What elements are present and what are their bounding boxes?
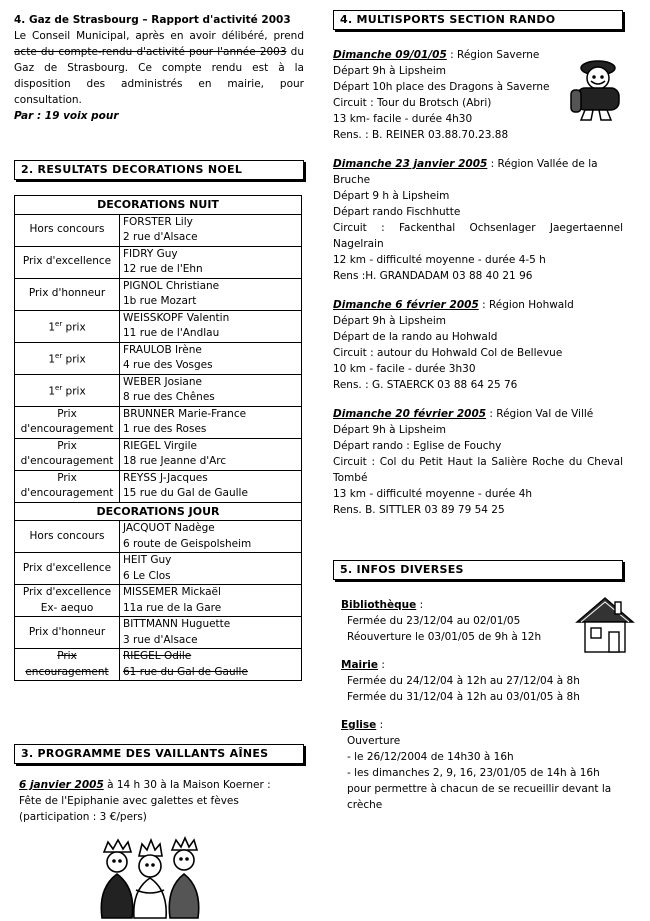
- gaz-title: 4. Gaz de Strasbourg – Rapport d'activité 2003: [14, 14, 291, 26]
- prize-category: Prix d'excellence: [15, 553, 120, 585]
- section-title-infos: 5. INFOS DIVERSES: [333, 560, 623, 580]
- prize-category: Prix d'excellence: [15, 246, 120, 278]
- gaz-strasbourg-section: [14, 12, 304, 124]
- jour-header: DECORATIONS JOUR: [15, 502, 302, 521]
- winner-cell: [120, 649, 302, 681]
- info-eglise: [341, 717, 625, 813]
- prize-category: Prix d'honneur: [15, 278, 120, 310]
- winner-address: 6 Le Clos: [123, 569, 171, 582]
- rando-line: Départ 9 h à Lipsheim: [333, 190, 450, 202]
- mairie-line: Fermée du 24/12/04 à 12h au 27/12/04 à 8h: [347, 675, 580, 687]
- prize-category: Prix encouragement: [15, 649, 120, 681]
- rando-region: : Région Saverne: [446, 49, 540, 61]
- winner-cell: [120, 214, 302, 246]
- winner-address: 18 rue Jeanne d'Arc: [123, 455, 227, 467]
- rando-heading: [333, 156, 623, 188]
- rando-line: Départ 9h à Lipsheim: [333, 65, 447, 77]
- rando-line: Circuit : Fackenthal Ochsenlager Jaegertaennel Nagelrain: [333, 222, 623, 250]
- rando-line: Départ 9h à Lipsheim: [333, 315, 447, 327]
- jour-row: [15, 585, 302, 617]
- winner-address: 15 rue du Gal de Gaulle: [123, 487, 248, 499]
- vaillants-date: 6 janvier 2005: [19, 779, 104, 791]
- winner-name: FRAULOB Irène: [123, 343, 202, 356]
- rando-line: Départ rando : Eglise de Fouchy: [333, 440, 502, 452]
- rando-region: : Région Vallée de la Bruche: [333, 158, 598, 186]
- eglise-line: Ouverture: [347, 735, 401, 747]
- prize-category: Hors concours: [15, 214, 120, 246]
- gaz-body-post: du Gaz de Strasbourg. Ce compte rendu est à la disposition des administrés en mairie, pour consultation.: [14, 46, 304, 106]
- winner-name: FORSTER Lily: [123, 215, 193, 228]
- winner-name: RIEGEL Odile: [123, 650, 192, 662]
- rando-date: Dimanche 23 janvier 2005: [333, 158, 488, 170]
- winner-name: BRUNNER Marie-France: [123, 407, 247, 420]
- winner-name: WEBER Josiane: [123, 375, 202, 388]
- rando-date: Dimanche 09/01/05: [333, 49, 447, 61]
- winner-address: 1b rue Mozart: [123, 295, 197, 307]
- rando-line: Départ rando Fischhutte: [333, 206, 461, 218]
- rando-line: Circuit : autour du Hohwald Col de Bellevue: [333, 347, 563, 359]
- eglise-colon: :: [376, 719, 384, 731]
- nuit-row: [15, 214, 302, 246]
- jour-row: [15, 617, 302, 649]
- winner-name: WEISSKOPF Valentin: [123, 311, 230, 324]
- rando-line: 12 km - difficulté moyenne - durée 4-5 h: [333, 254, 546, 266]
- vaillants-line2: Fête de l'Epiphanie avec galettes et fèves: [19, 795, 239, 807]
- rando-line: Circuit : Tour du Brotsch (Abri): [333, 97, 492, 109]
- winner-address: 12 rue de l'Ehn: [123, 263, 203, 275]
- rando-line: 13 km - difficulté moyenne - durée 4h: [333, 488, 533, 500]
- rando-line: 10 km - facile - durée 3h30: [333, 363, 476, 375]
- prize-category: [15, 342, 120, 374]
- prize-category: Prix d'encouragement: [15, 470, 120, 502]
- hiker-illustration: [563, 50, 633, 122]
- prize-category: Prix d'encouragement: [15, 438, 120, 470]
- winner-cell: [120, 406, 302, 438]
- winner-cell: [120, 585, 302, 617]
- winner-name: MISSEMER Mickaël: [123, 586, 221, 598]
- prize-category: [15, 310, 120, 342]
- winner-cell: [120, 553, 302, 585]
- bibliotheque-colon: :: [416, 599, 424, 611]
- rando-line: Départ 9h à Lipsheim: [333, 424, 447, 436]
- prize-category: Prix d'honneur: [15, 617, 120, 649]
- rando-line: Circuit : Col du Petit Haut la Salière Roche du Cheval Tombé: [333, 456, 623, 484]
- winner-address: 6 route de Geispolsheim: [123, 537, 252, 550]
- rando-line: Départ 10h place des Dragons à Saverne: [333, 81, 550, 93]
- winner-cell: [120, 438, 302, 470]
- winner-cell: [120, 310, 302, 342]
- rando-entry: [333, 406, 623, 518]
- gaz-vote: Par : 19 voix pour: [14, 110, 119, 122]
- decorations-table-wrap: [14, 195, 302, 681]
- vaillants-line1: [19, 777, 299, 793]
- gaz-body: [14, 28, 304, 108]
- prize-category: [15, 374, 120, 406]
- winner-name: FIDRY Guy: [123, 247, 178, 260]
- mairie-label: Mairie: [341, 659, 379, 671]
- winner-address: 61 rue du Gal de Gaulle: [123, 665, 248, 678]
- prize-category-number: 1: [48, 353, 56, 365]
- nuit-header: DECORATIONS NUIT: [15, 196, 302, 215]
- rando-line: Rens. B. SITTLER 03 89 79 54 25: [333, 504, 505, 516]
- rando-date: Dimanche 6 février 2005: [333, 299, 479, 311]
- section-title-vaillants: 3. PROGRAMME DES VAILLANTS AÎNES: [14, 744, 304, 764]
- nuit-row: [15, 310, 302, 342]
- winner-address: 3 rue d'Alsace: [123, 633, 198, 646]
- winner-cell: [120, 278, 302, 310]
- winner-name: PIGNOL Christiane: [123, 279, 220, 292]
- prize-category-suffix: er: [55, 383, 63, 392]
- rando-line: Rens. : B. REINER 03.88.70.23.88: [333, 129, 509, 141]
- bibliotheque-line: Fermée du 23/12/04 au 02/01/05: [347, 615, 521, 627]
- winner-name: BITTMANN Huguette: [123, 618, 231, 630]
- prize-category-text: prix: [62, 385, 86, 397]
- prize-category-text: prix: [62, 353, 86, 365]
- mairie-colon: :: [378, 659, 385, 671]
- prize-category-suffix: er: [55, 351, 63, 360]
- house-illustration: [573, 592, 637, 656]
- section-title-decorations: 2. RESULTATS DECORATIONS NOEL: [14, 160, 304, 180]
- winner-cell: [120, 617, 302, 649]
- rando-line: Rens. : G. STAERCK 03 88 64 25 76: [333, 379, 518, 391]
- rando-region: : Région Hohwald: [478, 299, 574, 311]
- winner-address: 11 rue de l'Andlau: [123, 327, 220, 339]
- winner-address: 1 rue des Roses: [123, 423, 207, 435]
- winner-name: JACQUOT Nadège: [123, 522, 215, 534]
- winner-address: 11a rue de la Gare: [123, 601, 222, 614]
- decorations-jour: [15, 502, 302, 681]
- eglise-label: Eglise: [341, 719, 377, 731]
- vaillants-line1-rest: à 14 h 30 à la Maison Koerner :: [103, 779, 271, 791]
- winner-name: RIEGEL Virgile: [123, 439, 197, 452]
- rando-heading: [333, 297, 623, 313]
- eglise-line: - le 26/12/2004 de 14h30 à 16h: [347, 751, 514, 763]
- jour-row: [15, 521, 302, 553]
- nuit-row: [15, 406, 302, 438]
- rando-region: : Région Val de Villé: [486, 408, 594, 420]
- prize-category-text: prix: [62, 321, 86, 333]
- gaz-body-pre: Le Conseil Municipal, après en avoir délibéré, prend: [14, 30, 304, 42]
- winner-cell: [120, 470, 302, 502]
- prize-category-number: 1: [48, 321, 56, 333]
- decorations-nuit: [15, 196, 302, 503]
- nuit-row: [15, 278, 302, 310]
- info-mairie: [341, 657, 625, 705]
- jour-row: [15, 649, 302, 681]
- prize-category: Prix d'encouragement: [15, 406, 120, 438]
- vaillants-body: [19, 777, 299, 825]
- prize-category: Prix d'excellence Ex- aequo: [15, 585, 120, 617]
- kings-cartoon-illustration: [84, 820, 214, 920]
- gaz-body-struck: acte du compte-rendu d'activité pour l'année 2003: [14, 46, 287, 58]
- rando-heading: [333, 406, 623, 422]
- winner-cell: [120, 246, 302, 278]
- nuit-row: [15, 342, 302, 374]
- winner-name: REYSS J-Jacques: [123, 471, 208, 484]
- rando-line: Rens :H. GRANDADAM 03 88 40 21 96: [333, 270, 533, 282]
- nuit-row: [15, 374, 302, 406]
- winner-cell: [120, 521, 302, 553]
- rando-entry: [333, 156, 623, 284]
- rando-line: Départ de la rando au Hohwald: [333, 331, 498, 343]
- mairie-line: Fermée du 31/12/04 à 12h au 03/01/05 à 8h: [347, 691, 580, 703]
- bibliotheque-line: Réouverture le 03/01/05 de 9h à 12h: [347, 631, 542, 643]
- decorations-table: [14, 195, 302, 681]
- jour-row: [15, 553, 302, 585]
- prize-category-suffix: er: [55, 319, 63, 328]
- rando-date: Dimanche 20 février 2005: [333, 408, 487, 420]
- rando-entry: [333, 297, 623, 393]
- prize-category-number: 1: [48, 385, 56, 397]
- eglise-line: - les dimanches 2, 9, 16, 23/01/05 de 14h à 16h pour permettre à chacun de se recueillir devant la crèche: [347, 767, 612, 811]
- winner-address: 8 rue des Chênes: [123, 391, 215, 403]
- winner-address: 2 rue d'Alsace: [123, 231, 198, 243]
- nuit-row: [15, 246, 302, 278]
- section-title-rando: 4. MULTISPORTS SECTION RANDO: [333, 10, 623, 30]
- vaillants-line3: (participation : 3 €/pers): [19, 811, 147, 823]
- bibliotheque-label: Bibliothèque: [341, 599, 417, 611]
- nuit-row: [15, 438, 302, 470]
- winner-cell: [120, 374, 302, 406]
- winner-cell: [120, 342, 302, 374]
- winner-address: 4 rue des Vosges: [123, 359, 213, 371]
- nuit-row: [15, 470, 302, 502]
- winner-name: HEIT Guy: [123, 554, 172, 566]
- prize-category: Hors concours: [15, 521, 120, 553]
- rando-line: 13 km- facile - durée 4h30: [333, 113, 473, 125]
